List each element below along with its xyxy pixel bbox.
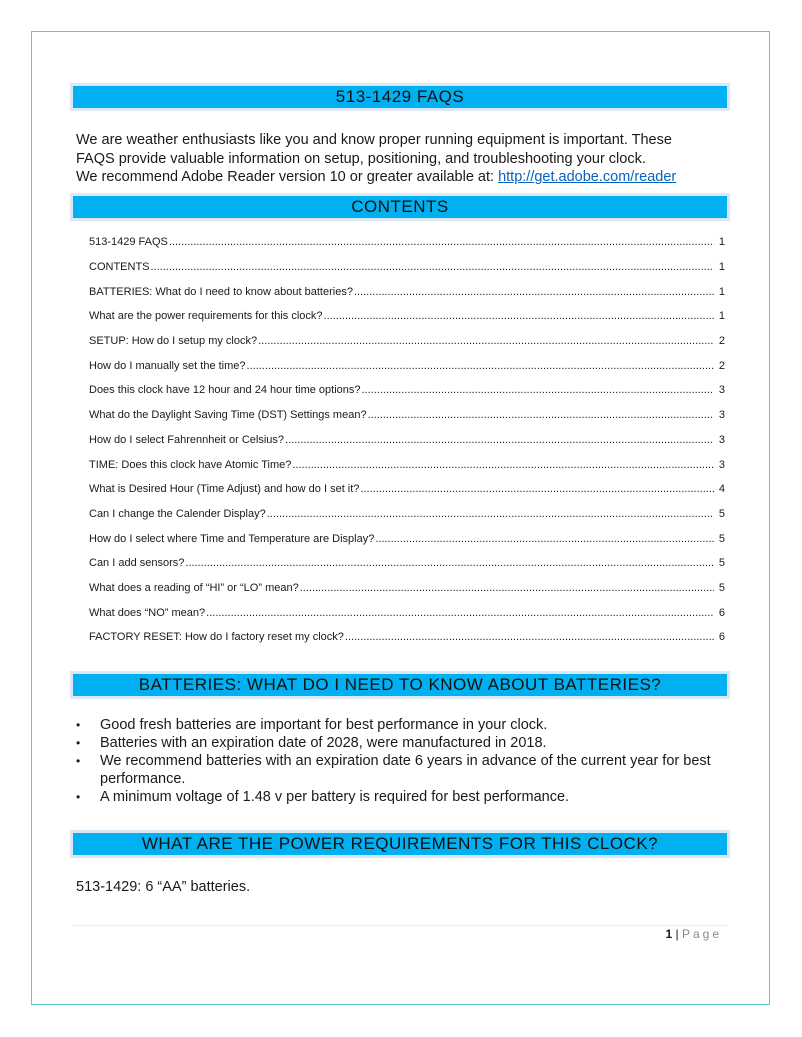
- toc-title: How do I manually set the time?: [89, 359, 246, 372]
- toc-entry[interactable]: [89, 625, 725, 650]
- toc-title: How do I select Fahrennheit or Celsius?: [89, 433, 285, 446]
- toc-title: FACTORY RESET: How do I factory reset my clock?: [89, 631, 344, 644]
- toc-page: 5: [718, 507, 725, 520]
- toc-entry[interactable]: [89, 526, 725, 551]
- toc-entry[interactable]: [89, 279, 725, 304]
- toc-entry[interactable]: [89, 230, 725, 255]
- toc-leader: [258, 335, 714, 347]
- batteries-list: [76, 716, 726, 806]
- toc-page: 3: [718, 458, 725, 471]
- toc-title: What do the Daylight Saving Time (DST) Settings mean?: [89, 409, 367, 422]
- toc-leader: [345, 631, 714, 643]
- toc-page: 1: [718, 261, 725, 274]
- toc-leader: [169, 236, 714, 248]
- toc-entry[interactable]: [89, 378, 725, 403]
- toc-page: 5: [718, 581, 725, 594]
- contents-heading: CONTENTS: [70, 193, 730, 221]
- toc-title: SETUP: How do I setup my clock?: [89, 335, 258, 348]
- toc-entry[interactable]: [89, 353, 725, 378]
- toc-page: 1: [718, 236, 725, 249]
- list-item: • We recommend batteries with an expiration date 6 years in advance of the current year for best performance.: [76, 752, 726, 788]
- title-heading: 513-1429 FAQS: [70, 83, 730, 111]
- toc-title: What are the power requirements for this clock?: [89, 310, 323, 323]
- list-item: • Batteries with an expiration date of 2028, were manufactured in 2018.: [76, 734, 726, 752]
- toc-entry[interactable]: [89, 502, 725, 527]
- intro-paragraph: We are weather enthusiasts like you and know proper running equipment is important. These FAQS provide valuable information on setup, positioning, and troubleshooting your clock. We recommend Adobe Reader version 10 or greater available at: http://get.adobe.com/reader: [76, 132, 677, 185]
- toc-page: 1: [718, 285, 725, 298]
- toc-page: 6: [718, 631, 725, 644]
- toc-entry[interactable]: [89, 576, 725, 601]
- toc-entry[interactable]: [89, 304, 725, 329]
- toc-title: What is Desired Hour (Time Adjust) and how do I set it?: [89, 483, 360, 496]
- toc-title: CONTENTS: [89, 261, 150, 274]
- toc-page: 2: [718, 335, 725, 348]
- list-item: • Good fresh batteries are important for best performance in your clock.: [76, 716, 726, 734]
- toc-leader: [285, 434, 714, 446]
- power-text: 513-1429: 6 “AA” batteries.: [76, 879, 251, 895]
- adobe-reader-link[interactable]: http://get.adobe.com/reader: [498, 169, 677, 185]
- footer-divider: [72, 925, 728, 926]
- toc-title: Can I change the Calender Display?: [89, 507, 266, 520]
- toc-page: 2: [718, 359, 725, 372]
- toc-page: 5: [718, 557, 725, 570]
- toc-leader: [324, 310, 714, 322]
- toc-title: Can I add sensors?: [89, 557, 185, 570]
- toc-page: 3: [718, 384, 725, 397]
- toc-leader: [300, 582, 714, 594]
- toc-title: BATTERIES: What do I need to know about batteries?: [89, 285, 353, 298]
- toc-title: What does a reading of “HI” or “LO” mean?: [89, 581, 299, 594]
- toc-page: 6: [718, 606, 725, 619]
- toc-leader: [368, 409, 714, 421]
- toc-leader: [375, 533, 714, 545]
- toc-entry[interactable]: [89, 329, 725, 354]
- list-item: • A minimum voltage of 1.48 v per battery is required for best performance.: [76, 788, 726, 806]
- toc-leader: [206, 607, 714, 619]
- toc-entry[interactable]: [89, 477, 725, 502]
- toc-leader: [354, 286, 714, 298]
- toc-entry[interactable]: [89, 551, 725, 576]
- toc-title: TIME: Does this clock have Atomic Time?: [89, 458, 292, 471]
- page-footer: 1 | Page: [665, 927, 722, 941]
- toc-entry[interactable]: [89, 428, 725, 453]
- toc-entry[interactable]: [89, 403, 725, 428]
- toc-title: 513-1429 FAQS: [89, 236, 168, 249]
- toc-entry[interactable]: [89, 600, 725, 625]
- toc-leader: [185, 557, 714, 569]
- toc-leader: [247, 360, 714, 372]
- toc-page: 5: [718, 532, 725, 545]
- toc-entry[interactable]: [89, 255, 725, 280]
- toc-page: 1: [718, 310, 725, 323]
- toc-page: 4: [718, 483, 725, 496]
- toc-leader: [267, 508, 714, 520]
- table-of-contents: [89, 230, 725, 650]
- toc-title: How do I select where Time and Temperature are Display?: [89, 532, 375, 545]
- power-heading: WHAT ARE THE POWER REQUIREMENTS FOR THIS CLOCK?: [70, 830, 730, 858]
- batteries-heading: BATTERIES: WHAT DO I NEED TO KNOW ABOUT BATTERIES?: [70, 671, 730, 699]
- toc-title: What does “NO” mean?: [89, 606, 206, 619]
- toc-leader: [362, 384, 715, 396]
- toc-page: 3: [718, 409, 725, 422]
- toc-entry[interactable]: [89, 452, 725, 477]
- toc-page: 3: [718, 433, 725, 446]
- toc-leader: [360, 483, 714, 495]
- toc-leader: [151, 261, 715, 273]
- toc-leader: [292, 459, 714, 471]
- toc-title: Does this clock have 12 hour and 24 hour time options?: [89, 384, 361, 397]
